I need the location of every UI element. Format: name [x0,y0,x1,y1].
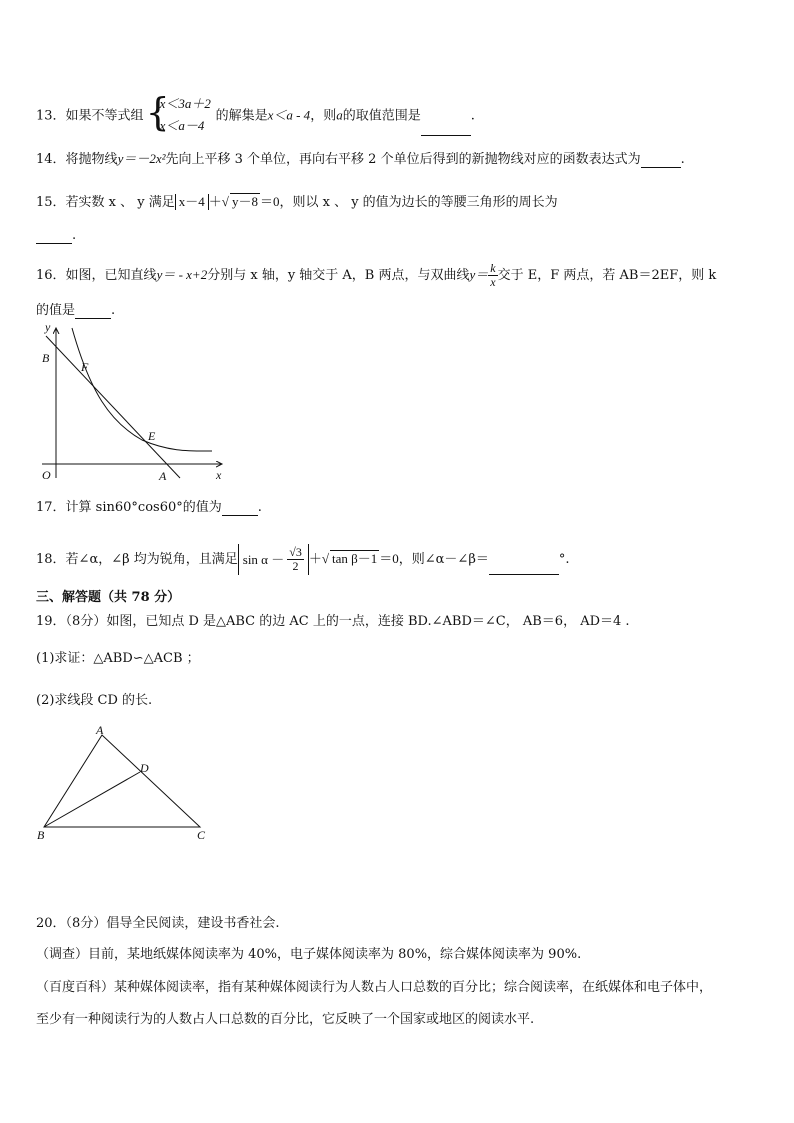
plus-sign: ＋ [208,195,222,210]
answer-blank[interactable] [641,167,681,168]
question-16 [36,262,716,289]
question-text: 若∠α，∠β 均为锐角，且满足 [65,552,238,568]
plus-sign: ＋ [308,552,322,568]
period: . [470,108,475,124]
question-text: 如图，已知直线 [65,268,157,284]
question-number: 20． [36,916,66,931]
question-text: ，则 [310,108,337,124]
equals-zero: ＝0 [379,551,399,567]
question-text: ，则∠α－∠β＝ [398,552,489,568]
label-E: E [148,429,156,443]
figure-16-graph [30,322,230,482]
question-text: 分别与 x 轴，y 轴交于 A，B 两点，与双曲线 [207,268,470,284]
answer-blank[interactable] [489,574,559,575]
line-expression: y＝ - x+2 [156,267,208,283]
question-20 [36,916,279,932]
question-number: 19． [36,614,66,629]
question-number: 16． [36,268,66,284]
sqrt3-over-2 [287,546,304,573]
question-15 [36,193,558,211]
question-19-part2: (2)求线段 CD 的长. [36,693,153,708]
sine-term: sin α － [242,551,285,567]
question-20-survey: （调查）目前，某地纸媒体阅读率为 40%，电子媒体阅读率为 80%，综合媒体阅读率为 90%. [36,947,582,962]
sqrt-radicand: y－8 [231,194,258,209]
question-text: 如果不等式组 [65,108,144,124]
parabola-expression: y＝－2x² [117,151,166,166]
hyperbola-curve [72,328,212,451]
section-title: 三、解答题（共 78 分） [36,590,181,605]
label-F: F [81,360,89,374]
fraction-numerator: √3 [289,545,302,559]
question-17 [36,500,262,516]
question-text: 若实数 x 、 y 满足 [65,195,175,210]
question-text: 将抛物线 [65,152,118,167]
period: . [72,228,77,243]
question-14 [36,151,685,168]
question-text: 先向上平移 3 个单位，再向右平移 2 个单位后得到的新抛物线对应的函数表达式为 [165,152,641,167]
hyperbola-fraction [488,262,497,289]
question-18 [36,544,570,575]
question-text: （8分）如图，已知点 D 是△ABC 的边 AC 上的一点，连接 BD.∠ABD＝∠C， AB＝6， AD＝4 . [65,614,630,629]
label-B: B [37,828,45,842]
question-text: （8分）倡导全民阅读，建设书香社会. [65,916,280,931]
question-15-answer-line [36,228,76,244]
label-B: B [42,351,50,365]
figure-19-triangle [32,722,222,842]
question-text: 的解集是 [215,108,268,124]
question-number: 13． [36,108,66,124]
question-text: 的取值范围是 [342,108,421,124]
solution-set: x＜a - 4 [267,107,311,123]
equals-zero: ＝0 [259,194,280,209]
label-A: A [96,723,104,737]
question-text: ，则以 x 、 y 的值为边长的等腰三角形的周长为 [279,195,558,210]
question-16-line2 [36,303,115,319]
answer-blank[interactable] [75,318,111,319]
line-AB [46,336,180,478]
question-number: 15． [36,195,66,210]
question-text: 计算 sin60°cos60°的值为 [65,500,222,515]
inequality-2: x＜a－4 [159,118,205,133]
period: . [111,303,116,318]
answer-blank[interactable] [421,135,471,136]
answer-blank[interactable] [222,515,258,516]
label-O: O [42,468,51,482]
label-A: A [159,469,167,482]
question-number: 17． [36,500,66,515]
absolute-value: x－4 [175,194,209,210]
absolute-value-group [238,544,309,575]
segment-BD [44,772,140,827]
label-D: D [140,761,149,775]
period: . [257,500,262,515]
variable-a: a [336,107,343,123]
left-brace: { [145,90,170,134]
question-13 [36,90,475,136]
degree-period: °. [558,552,570,568]
inequality-system [145,90,214,136]
hyperbola-lhs: y＝ [469,267,489,283]
label-y: y [45,322,51,334]
question-20-definition-cont: 至少有一种阅读行为的人数占人口总数的百分比，它反映了一个国家或地区的阅读水平. [36,1012,535,1027]
answer-blank[interactable] [36,243,72,244]
question-19-part1: (1)求证：△ABD∽△ACB ； [36,651,200,666]
sqrt-sign: √ [321,551,329,567]
period: . [680,152,685,167]
question-text: 交于 E，F 两点，若 AB＝2EF，则 k [497,268,717,284]
inequality-1: x＜3a＋2 [159,96,211,111]
question-number: 18． [36,552,66,568]
fraction-denominator: 2 [292,559,299,574]
sqrt-sign: √ [221,194,229,209]
label-x: x [216,468,222,482]
label-C: C [197,828,206,842]
question-text: 的值是 [36,303,76,318]
question-20-definition: （百度百科）某种媒体阅读率，指有某种媒体阅读行为人数占人口总数的百分比；综合阅读率，在纸媒体和电子体中， [36,980,713,995]
fraction-denominator: x [490,275,496,290]
fraction-numerator: k [490,261,496,275]
sqrt-radicand: tan β－1 [332,551,378,567]
question-number: 14． [36,152,66,167]
question-19 [36,614,630,630]
